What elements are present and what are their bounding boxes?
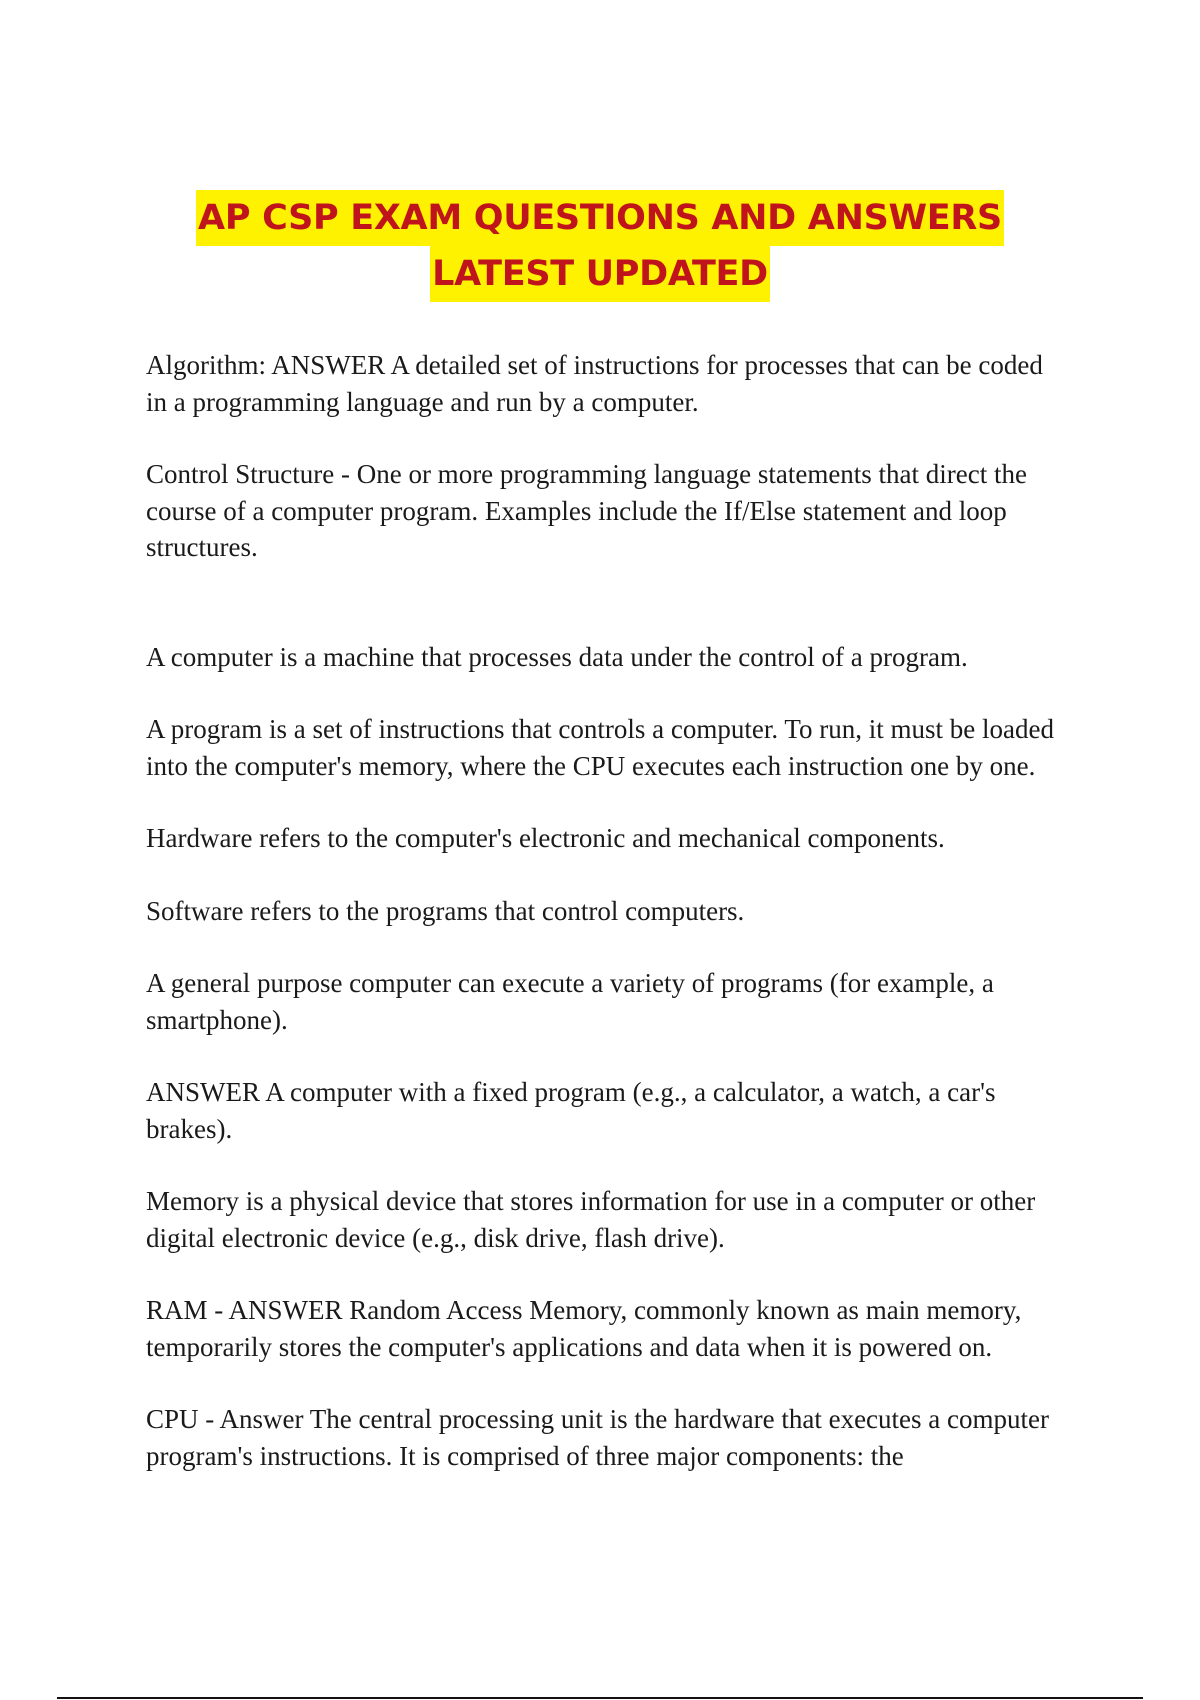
document-title (0, 190, 1200, 302)
page-bottom-divider (57, 1697, 1143, 1699)
title-line-1: AP CSP EXAM QUESTIONS AND ANSWERS (196, 190, 1004, 246)
document-body (146, 347, 1066, 1510)
paragraph-control-structure: Control Structure - One or more programming language statements that direct the course of a computer program. Examples include the If/Else statement and loop structures. (146, 459, 1027, 562)
paragraph-computer: A computer is a machine that processes data under the control of a program. (146, 641, 968, 672)
paragraph-fixed-program: ANSWER A computer with a fixed program (e.g., a calculator, a watch, a car's brakes). (146, 1077, 996, 1144)
paragraph-general-purpose: A general purpose computer can execute a variety of programs (for example, a smartphone). (146, 968, 994, 1035)
paragraph-algorithm: Algorithm: ANSWER A detailed set of instructions for processes that can be coded in a programming language and run by a computer. (146, 350, 1043, 417)
paragraph-cpu: CPU - Answer The central processing unit is the hardware that executes a computer program's instructions. It is comprised of three major components: the (146, 1404, 1049, 1471)
title-line-2: LATEST UPDATED (430, 246, 770, 302)
paragraph-program: A program is a set of instructions that controls a computer. To run, it must be loaded into the computer's memory, where the CPU executes each instruction one by one. (146, 714, 1054, 781)
paragraph-software: Software refers to the programs that control computers. (146, 895, 745, 926)
paragraph-hardware: Hardware refers to the computer's electronic and mechanical components. (146, 823, 945, 853)
paragraph-memory: Memory is a physical device that stores information for use in a computer or other digital electronic device (e.g., disk drive, flash drive). (146, 1186, 1036, 1253)
paragraph-ram: RAM - ANSWER Random Access Memory, commonly known as main memory, temporarily stores the computer's applications and data when it is powered on. (146, 1295, 1022, 1362)
